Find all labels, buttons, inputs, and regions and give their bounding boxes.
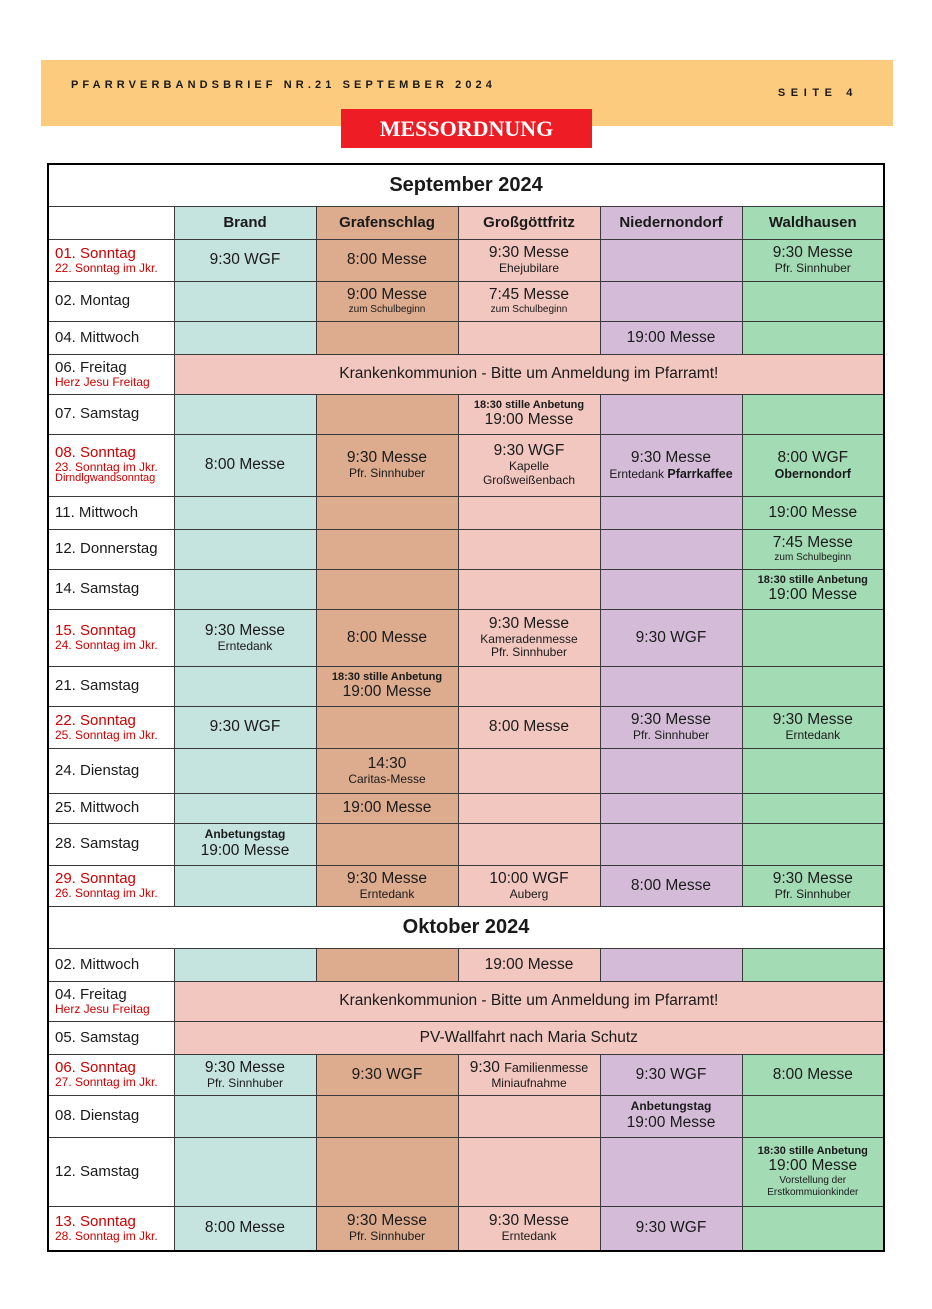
schedule-row — [48, 793, 884, 823]
cell-pre-note: 18:30 stille Anbetung — [473, 398, 585, 411]
cell-time: 19:00 Messe — [768, 1157, 858, 1175]
cell-time: 8:00 Messe — [772, 1065, 853, 1083]
cell-time: 9:30 Messe — [488, 244, 570, 262]
date-sublabel: 23. Sonntag im Jkr. — [55, 459, 158, 474]
cell-brand — [174, 281, 316, 321]
date-cell — [48, 948, 174, 981]
column-header-waldhausen: Waldhausen — [742, 206, 884, 239]
cell-brand — [174, 609, 316, 666]
cell-niedernondorf — [600, 1206, 742, 1251]
cell-grossgoettfritz — [458, 823, 600, 865]
cell-note — [601, 467, 742, 482]
all-parishes-note: Krankenkommunion - Bitte um Anmeldung im Pfarramt! — [174, 981, 884, 1021]
schedule-row — [48, 1054, 884, 1095]
date-sublabel: 22. Sonntag im Jkr. — [55, 260, 158, 275]
cell-grossgoettfritz — [458, 1054, 600, 1095]
cell-grafenschlag — [316, 321, 458, 354]
date-sublabel: Dirndlgwandsonntag — [55, 472, 156, 485]
cell-grossgoettfritz — [458, 281, 600, 321]
date-cell — [48, 529, 174, 569]
cell-pre-note: Anbetungstag — [630, 1099, 712, 1114]
date-label: 12. Donnerstag — [55, 540, 158, 558]
cell-niedernondorf — [600, 434, 742, 496]
cell-brand — [174, 1206, 316, 1251]
cell-note2: Erstkommuionkinder — [767, 1186, 859, 1198]
date-label: 05. Samstag — [55, 1028, 140, 1046]
cell-niedernondorf — [600, 748, 742, 793]
date-label: 13. Sonntag — [55, 1213, 136, 1231]
cell-time: 9:30 Messe — [488, 1212, 570, 1230]
cell-time: 19:00 Messe — [484, 411, 574, 429]
date-label: 02. Mittwoch — [55, 955, 140, 973]
cell-grafenschlag — [316, 569, 458, 609]
cell-waldhausen — [742, 239, 884, 281]
cell-time: 9:30 WGF — [209, 251, 281, 269]
date-cell — [48, 666, 174, 706]
month-title-row — [48, 906, 884, 948]
date-label: 06. Freitag — [55, 358, 127, 376]
cell-grafenschlag — [316, 948, 458, 981]
cell-brand — [174, 321, 316, 354]
date-label: 15. Sonntag — [55, 622, 136, 640]
all-parishes-note: PV-Wallfahrt nach Maria Schutz — [174, 1021, 884, 1054]
cell-grossgoettfritz — [458, 1095, 600, 1137]
cell-note — [743, 262, 884, 276]
cell-niedernondorf — [600, 706, 742, 748]
cell-grossgoettfritz — [458, 793, 600, 823]
cell-note — [743, 1175, 884, 1187]
column-header-niedernondorf: Niedernondorf — [600, 206, 742, 239]
cell-brand — [174, 496, 316, 529]
cell-note-text: Pfr. Sinnhuber — [632, 728, 710, 742]
cell-grafenschlag — [316, 394, 458, 434]
cell-time: 19:00 Messe — [768, 586, 858, 604]
date-cell — [48, 1095, 174, 1137]
cell-time: 9:30 Messe — [630, 711, 712, 729]
date-label: 12. Samstag — [55, 1162, 140, 1180]
column-header-grossgoettfritz: Großgöttfritz — [458, 206, 600, 239]
cell-event: Familienmesse — [504, 1060, 589, 1075]
cell-note-text: Kapelle — [508, 459, 550, 474]
cell-time: 7:45 Messe — [488, 286, 570, 304]
date-cell — [48, 865, 174, 906]
cell-note — [317, 888, 458, 902]
column-header-grafenschlag: Grafenschlag — [316, 206, 458, 239]
cell-brand — [174, 748, 316, 793]
cell-time: 19:00 Messe — [768, 503, 858, 521]
cell-brand — [174, 434, 316, 496]
cell-waldhausen — [742, 666, 884, 706]
date-sublabel: 26. Sonntag im Jkr. — [55, 886, 158, 901]
cell-waldhausen — [742, 281, 884, 321]
cell-time — [459, 1059, 600, 1077]
cell-note-text: Erntedank — [609, 466, 665, 481]
cell-note-bold: Obernondorf — [774, 466, 851, 481]
cell-time: 8:00 Messe — [346, 251, 428, 269]
cell-grafenschlag — [316, 496, 458, 529]
cell-note — [175, 1077, 316, 1091]
cell-pre-note: Anbetungstag — [204, 827, 286, 842]
cell-note — [743, 552, 884, 564]
cell-note — [317, 304, 458, 316]
cell-time: 9:30 Messe — [204, 1058, 286, 1076]
cell-grafenschlag — [316, 239, 458, 281]
cell-time: 9:30 WGF — [351, 1065, 423, 1083]
date-cell — [48, 1206, 174, 1251]
cell-waldhausen — [742, 706, 884, 748]
cell-grafenschlag — [316, 666, 458, 706]
cell-note-text: Auberg — [509, 886, 549, 901]
cell-note-bold: Pfarrkaffee — [667, 466, 733, 481]
cell-time: 8:00 Messe — [346, 628, 428, 646]
schedule-row — [48, 1137, 884, 1206]
date-label: 07. Samstag — [55, 405, 140, 423]
cell-brand — [174, 823, 316, 865]
cell-niedernondorf — [600, 865, 742, 906]
cell-grossgoettfritz — [458, 496, 600, 529]
cell-grossgoettfritz — [458, 666, 600, 706]
cell-waldhausen — [742, 1137, 884, 1206]
cell-time: 14:30 — [367, 754, 407, 772]
cell-note-text: zum Schulbeginn — [348, 304, 426, 316]
cell-grossgoettfritz — [458, 948, 600, 981]
cell-niedernondorf — [600, 666, 742, 706]
cell-time: 8:00 Messe — [204, 456, 286, 474]
schedule-row — [48, 529, 884, 569]
cell-niedernondorf — [600, 239, 742, 281]
cell-grossgoettfritz — [458, 434, 600, 496]
cell-waldhausen — [742, 1095, 884, 1137]
cell-time: 9:30 Messe — [204, 621, 286, 639]
cell-niedernondorf — [600, 569, 742, 609]
cell-niedernondorf — [600, 793, 742, 823]
cell-note — [459, 262, 600, 276]
month-title: September 2024 — [48, 164, 884, 206]
cell-time: 8:00 Messe — [630, 876, 712, 894]
cell-grossgoettfritz — [458, 1206, 600, 1251]
cell-note-text: Erntedank — [785, 728, 841, 742]
cell-time: 9:30 WGF — [635, 1065, 707, 1083]
cell-brand — [174, 394, 316, 434]
cell-grossgoettfritz — [458, 748, 600, 793]
cell-time: 19:00 Messe — [626, 328, 716, 346]
section-banner: MESSORDNUNG — [341, 109, 592, 148]
cell-note — [459, 633, 600, 647]
cell-note-text: Kameradenmesse — [480, 631, 578, 646]
schedule-row — [48, 1206, 884, 1251]
date-cell — [48, 793, 174, 823]
schedule-row — [48, 1021, 884, 1054]
cell-note — [459, 1230, 600, 1244]
date-cell — [48, 981, 174, 1021]
cell-time: 19:00 Messe — [342, 683, 432, 701]
schedule-row — [48, 1095, 884, 1137]
cell-waldhausen — [742, 321, 884, 354]
cell-grossgoettfritz — [458, 239, 600, 281]
cell-note — [175, 640, 316, 654]
cell-brand — [174, 1137, 316, 1206]
cell-time: 19:00 Messe — [626, 1113, 716, 1131]
cell-note — [743, 729, 884, 743]
date-cell — [48, 281, 174, 321]
cell-grafenschlag — [316, 529, 458, 569]
cell-note-text: Pfr. Sinnhuber — [348, 466, 426, 480]
cell-time: 19:00 Messe — [342, 799, 432, 817]
cell-note-text: Pfr. Sinnhuber — [774, 886, 851, 901]
mass-schedule-table — [47, 163, 885, 1252]
date-sublabel: Herz Jesu Freitag — [55, 1001, 150, 1016]
cell-note — [459, 888, 600, 902]
schedule-row — [48, 434, 884, 496]
cell-grossgoettfritz — [458, 1137, 600, 1206]
cell-note — [459, 460, 600, 474]
cell-grossgoettfritz — [458, 529, 600, 569]
cell-niedernondorf — [600, 529, 742, 569]
schedule-row — [48, 569, 884, 609]
cell-note — [459, 304, 600, 316]
date-sublabel: 25. Sonntag im Jkr. — [55, 727, 158, 742]
cell-grafenschlag — [316, 609, 458, 666]
cell-note-text: Caritas-Messe — [348, 771, 426, 786]
date-label: 24. Dienstag — [55, 761, 140, 779]
date-cell — [48, 394, 174, 434]
date-label: 01. Sonntag — [55, 244, 136, 262]
schedule-row — [48, 666, 884, 706]
date-label: 08. Sonntag — [55, 444, 136, 462]
date-label: 06. Sonntag — [55, 1059, 136, 1077]
date-label: 08. Dienstag — [55, 1107, 140, 1125]
cell-time: 9:30 Messe — [772, 244, 853, 262]
schedule-row — [48, 321, 884, 354]
date-cell — [48, 569, 174, 609]
date-label: 02. Montag — [55, 292, 131, 310]
cell-niedernondorf — [600, 394, 742, 434]
cell-note — [601, 729, 742, 743]
date-cell — [48, 609, 174, 666]
month-title: Oktober 2024 — [48, 906, 884, 948]
cell-niedernondorf — [600, 1137, 742, 1206]
cell-time: 19:00 Messe — [200, 841, 290, 859]
cell-time: 9:30 Messe — [346, 869, 428, 887]
cell-note-text: Vorstellung der — [779, 1175, 847, 1187]
date-cell — [48, 354, 174, 394]
cell-grafenschlag — [316, 748, 458, 793]
cell-note-text: Ehejubilare — [498, 261, 560, 275]
column-header-row — [48, 206, 884, 239]
cell-note — [743, 888, 884, 902]
cell-pre-note: 18:30 stille Anbetung — [757, 1144, 868, 1157]
schedule-row — [48, 706, 884, 748]
cell-waldhausen — [742, 394, 884, 434]
cell-grossgoettfritz — [458, 569, 600, 609]
cell-grossgoettfritz — [458, 321, 600, 354]
date-label: 14. Samstag — [55, 580, 140, 598]
date-sublabel: Herz Jesu Freitag — [55, 374, 150, 389]
date-sublabel: 24. Sonntag im Jkr. — [55, 638, 158, 653]
cell-time: 8:00 Messe — [204, 1219, 286, 1237]
cell-niedernondorf — [600, 823, 742, 865]
cell-note — [317, 1230, 458, 1244]
cell-waldhausen — [742, 1206, 884, 1251]
date-label: 11. Mittwoch — [55, 503, 139, 521]
cell-grafenschlag — [316, 823, 458, 865]
cell-note — [459, 1077, 600, 1091]
date-cell — [48, 239, 174, 281]
cell-note — [743, 467, 884, 482]
cell-niedernondorf — [600, 496, 742, 529]
date-label: 22. Sonntag — [55, 711, 136, 729]
schedule-row — [48, 981, 884, 1021]
cell-note2: Pfr. Sinnhuber — [490, 645, 568, 660]
schedule-row — [48, 496, 884, 529]
cell-brand — [174, 239, 316, 281]
date-cell — [48, 1021, 174, 1054]
cell-brand — [174, 569, 316, 609]
cell-time: 9:00 Messe — [346, 286, 428, 304]
cell-note-text: zum Schulbeginn — [774, 552, 852, 564]
date-cell — [48, 1054, 174, 1095]
date-cell — [48, 1137, 174, 1206]
schedule-row — [48, 609, 884, 666]
cell-time: 9:30 Messe — [630, 448, 712, 466]
date-sublabel: 28. Sonntag im Jkr. — [55, 1228, 158, 1243]
cell-waldhausen — [742, 948, 884, 981]
cell-time: 19:00 Messe — [484, 955, 574, 973]
schedule-row — [48, 394, 884, 434]
cell-waldhausen — [742, 569, 884, 609]
cell-time: 9:30 Messe — [346, 449, 428, 467]
cell-waldhausen — [742, 793, 884, 823]
cell-grossgoettfritz — [458, 394, 600, 434]
cell-grafenschlag — [316, 434, 458, 496]
cell-time-main: 9:30 — [469, 1058, 500, 1076]
schedule-row — [48, 354, 884, 394]
cell-note-text: Erntedank — [359, 886, 415, 901]
cell-waldhausen — [742, 434, 884, 496]
schedule-row — [48, 748, 884, 793]
cell-brand — [174, 529, 316, 569]
date-label: 29. Sonntag — [55, 870, 136, 888]
cell-brand — [174, 1095, 316, 1137]
header-blank-cell — [48, 206, 174, 239]
cell-brand — [174, 1054, 316, 1095]
cell-waldhausen — [742, 1054, 884, 1095]
date-cell — [48, 434, 174, 496]
cell-waldhausen — [742, 748, 884, 793]
cell-niedernondorf — [600, 281, 742, 321]
date-cell — [48, 321, 174, 354]
cell-pre-note: 18:30 stille Anbetung — [757, 573, 868, 586]
newsletter-title: PFARRVERBANDSBRIEF NR.21 SEPTEMBER 2024 — [71, 79, 496, 91]
cell-note-text: Erntedank — [217, 638, 273, 653]
cell-grossgoettfritz — [458, 706, 600, 748]
cell-note-text: Pfr. Sinnhuber — [774, 261, 851, 275]
cell-time: 9:30 WGF — [209, 718, 281, 736]
cell-grafenschlag — [316, 865, 458, 906]
cell-time: 9:30 Messe — [772, 711, 853, 729]
cell-niedernondorf — [600, 609, 742, 666]
cell-brand — [174, 793, 316, 823]
date-label: 04. Freitag — [55, 985, 127, 1003]
date-label: 04. Mittwoch — [55, 328, 140, 346]
cell-waldhausen — [742, 865, 884, 906]
column-header-brand: Brand — [174, 206, 316, 239]
schedule-row — [48, 239, 884, 281]
cell-grafenschlag — [316, 706, 458, 748]
cell-note2: Großweißenbach — [482, 472, 576, 487]
cell-grafenschlag — [316, 281, 458, 321]
cell-waldhausen — [742, 823, 884, 865]
cell-time: 7:45 Messe — [772, 534, 853, 552]
cell-time: 9:30 WGF — [635, 628, 707, 646]
cell-brand — [174, 948, 316, 981]
date-cell — [48, 496, 174, 529]
cell-niedernondorf — [600, 321, 742, 354]
month-title-row — [48, 164, 884, 206]
date-cell — [48, 823, 174, 865]
cell-grafenschlag — [316, 1137, 458, 1206]
cell-note — [317, 773, 458, 787]
date-cell — [48, 748, 174, 793]
date-label: 21. Samstag — [55, 677, 140, 695]
schedule-row — [48, 948, 884, 981]
cell-grafenschlag — [316, 793, 458, 823]
date-label: 25. Mittwoch — [55, 799, 140, 817]
cell-grossgoettfritz — [458, 865, 600, 906]
schedule-row — [48, 865, 884, 906]
all-parishes-note: Krankenkommunion - Bitte um Anmeldung im Pfarramt! — [174, 354, 884, 394]
cell-note-text: Miniaufnahme — [491, 1075, 567, 1090]
cell-time: 9:30 Messe — [346, 1212, 428, 1230]
cell-note — [317, 467, 458, 481]
cell-brand — [174, 865, 316, 906]
cell-brand — [174, 706, 316, 748]
cell-time: 10:00 WGF — [489, 869, 569, 887]
cell-niedernondorf — [600, 948, 742, 981]
cell-time: 9:30 Messe — [488, 614, 570, 632]
cell-grafenschlag — [316, 1095, 458, 1137]
cell-note-text: Erntedank — [501, 1229, 557, 1244]
cell-pre-note: 18:30 stille Anbetung — [331, 670, 443, 683]
cell-grafenschlag — [316, 1206, 458, 1251]
cell-note-text: zum Schulbeginn — [490, 304, 568, 316]
date-sublabel: 27. Sonntag im Jkr. — [55, 1075, 158, 1090]
cell-waldhausen — [742, 529, 884, 569]
cell-brand — [174, 666, 316, 706]
cell-note-text: Pfr. Sinnhuber — [348, 1229, 426, 1244]
cell-time: 8:00 Messe — [488, 718, 570, 736]
cell-time: 9:30 WGF — [635, 1219, 707, 1237]
date-cell — [48, 706, 174, 748]
cell-grossgoettfritz — [458, 609, 600, 666]
cell-note-text: Pfr. Sinnhuber — [206, 1075, 284, 1090]
page-number: SEITE 4 — [777, 87, 858, 99]
schedule-row — [48, 823, 884, 865]
cell-waldhausen — [742, 609, 884, 666]
cell-time: 9:30 WGF — [493, 442, 565, 460]
cell-niedernondorf — [600, 1095, 742, 1137]
cell-time: 9:30 Messe — [772, 869, 853, 887]
date-label: 28. Samstag — [55, 835, 140, 853]
cell-niedernondorf — [600, 1054, 742, 1095]
cell-waldhausen — [742, 496, 884, 529]
cell-time: 8:00 WGF — [777, 448, 849, 466]
cell-grafenschlag — [316, 1054, 458, 1095]
schedule-row — [48, 281, 884, 321]
